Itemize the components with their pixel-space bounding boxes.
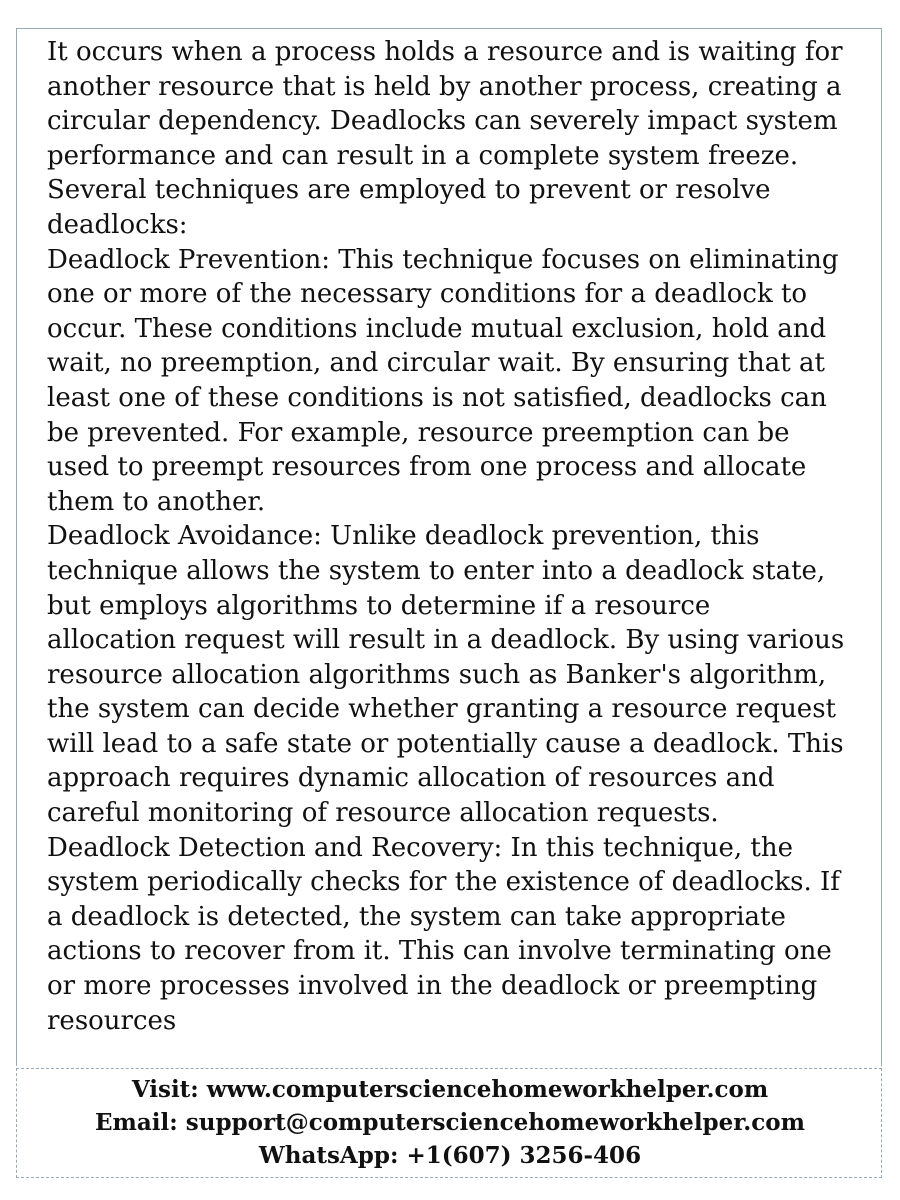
body-text [47, 35, 847, 1038]
website-link[interactable]: Visit: www.computersciencehomeworkhelper.com [131, 1076, 769, 1103]
content-frame [16, 28, 882, 1066]
contact-lines [17, 1073, 883, 1172]
paragraph-deadlock-avoidance: Deadlock Avoidance: Unlike deadlock prevention, this technique allows the system to enter into a deadlock state, but employs algorithms to determine if a resource allocation request will result in a deadlock. By using various resource allocation algorithms such as Banker's algorithm, the system can decide whether granting a resource request will lead to a safe state or potentially cause a deadlock. This approach requires dynamic allocation of resources and careful monitoring of resource allocation requests. [47, 521, 845, 829]
contact-footer [16, 1068, 882, 1178]
paragraph-intro: It occurs when a process holds a resource and is waiting for another resource that is held by another process, creating a circular dependency. Deadlocks can severely impact system performance and can result in a complete system freeze. Several techniques are employed to prevent or resolve deadlocks: [47, 37, 843, 240]
paragraph-deadlock-prevention: Deadlock Prevention: This technique focuses on eliminating one or more of the necessary conditions for a deadlock to occur. These conditions include mutual exclusion, hold and wait, no preemption, and circular wait. By ensuring that at least one of these conditions is not satisfied, deadlocks can be prevented. For example, resource preemption can be used to preempt resources from one process and allocate them to another. [47, 244, 839, 517]
paragraph-deadlock-detection: Deadlock Detection and Recovery: In this technique, the system periodically checks for the existence of deadlocks. If a deadlock is detected, the system can take appropriate actions to recover from it. This can involve terminating one or more processes involved in the deadlock or preempting resources [47, 832, 840, 1036]
email-link[interactable]: Email: support@computersciencehomeworkhelper.com [95, 1109, 805, 1136]
whatsapp-number[interactable]: WhatsApp: +1(607) 3256-406 [258, 1142, 642, 1169]
